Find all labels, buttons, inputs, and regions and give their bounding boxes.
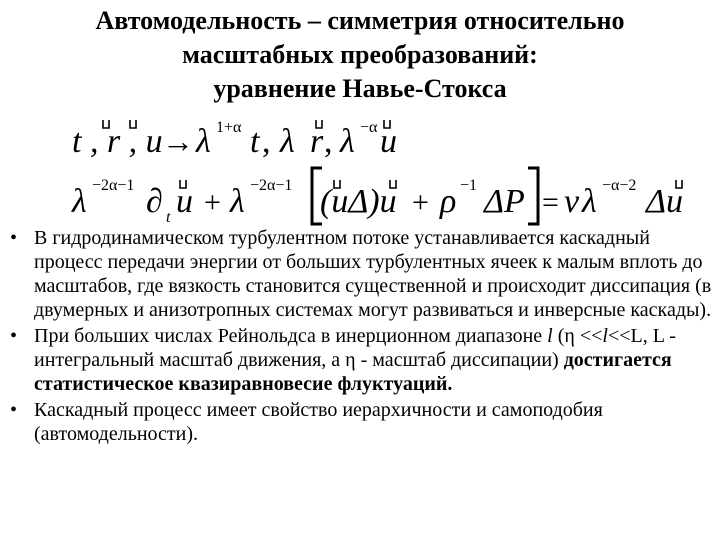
ns-exp-2: −2α−1 xyxy=(250,177,293,194)
ns-rho: ρ xyxy=(440,183,457,220)
bullet-marker: • xyxy=(10,325,18,347)
scaling-lambda-3: λ xyxy=(340,123,355,160)
ns-sub-t: t xyxy=(166,209,171,226)
ns-term-2: ΔP xyxy=(484,183,525,220)
scale-symbol-l: l xyxy=(547,325,553,347)
scaling-equation xyxy=(72,119,397,160)
bullet-text-part-2: (η << xyxy=(552,325,603,347)
title-line-3: уравнение Навье-Стокса xyxy=(213,74,507,103)
slide-title xyxy=(0,4,720,106)
navier-stokes-equation xyxy=(71,168,683,226)
scaling-r: r xyxy=(310,123,324,160)
ns-exp-1: −2α−1 xyxy=(92,177,135,194)
bullet-marker: • xyxy=(10,399,18,421)
title-line-2: масштабных преобразований: xyxy=(182,40,538,69)
equations-block xyxy=(70,108,710,230)
bullet-text-bold: достигается статистическое квазиравновесие флуктуаций. xyxy=(34,349,672,395)
ns-lambda-3: λ xyxy=(582,183,597,220)
bullet-item-self-similarity xyxy=(0,398,720,446)
right-bracket-icon xyxy=(528,168,538,224)
bullet-item-cascade xyxy=(0,226,720,322)
scaling-exp-time: 1+α xyxy=(216,119,242,136)
bullet-text-part-3: <<L, L - интегральный масштаб движения, а η - масштаб диссипации) xyxy=(34,325,676,371)
ns-exp-rho: −1 xyxy=(460,177,478,194)
scaling-t: t xyxy=(250,123,260,160)
scaling-lambda-1: λ xyxy=(196,123,211,160)
equations-svg xyxy=(70,108,710,230)
ns-nu: ν xyxy=(564,183,580,220)
ns-term-1: (uΔ)u xyxy=(320,183,397,220)
scaling-exp-u: −α xyxy=(360,119,378,136)
ns-lambda-2: λ xyxy=(230,183,245,220)
bullet-item-reynolds xyxy=(0,324,720,396)
ns-plus-1: + xyxy=(204,186,221,219)
scaling-lambda-2: λ xyxy=(280,123,295,160)
ns-plus-2: + xyxy=(412,186,429,219)
title-line-1: Автомодельность – симметрия относительно xyxy=(95,6,625,35)
scale-symbol-l: l xyxy=(602,325,608,347)
ns-equals: = xyxy=(542,186,559,219)
bullet-marker: • xyxy=(10,227,18,249)
bullet-text: В гидродинамическом турбулентном потоке устанавливается каскадный процесс передачи энергии от больших турбулентных ячеек к малым вплоть до масштабов, где вязкость становится существенной и происходит диссипация (в двумерных и анизотропных системах могут развиваться и инверсные каскады). xyxy=(34,227,712,321)
ns-u: u xyxy=(176,183,193,220)
bullet-text: Каскадный процесс имеет свойство иерархичности и самоподобия (автомодельности). xyxy=(34,399,603,445)
scaling-arrow: → xyxy=(162,123,194,159)
ns-exp-3: −α−2 xyxy=(602,177,637,194)
ns-term-3: Δu xyxy=(646,183,683,220)
ns-partial: ∂ xyxy=(146,183,163,220)
bullet-text-part-1: При больших числах Рейнольдса в инерционном диапазоне xyxy=(34,325,548,347)
scaling-comma-1: , xyxy=(262,123,271,160)
scaling-lhs: t , r , u xyxy=(72,123,163,160)
bullet-list xyxy=(0,226,720,448)
scaling-comma-2: , xyxy=(324,123,333,160)
ns-lambda-1: λ xyxy=(72,183,87,220)
scaling-u: u xyxy=(380,123,397,160)
